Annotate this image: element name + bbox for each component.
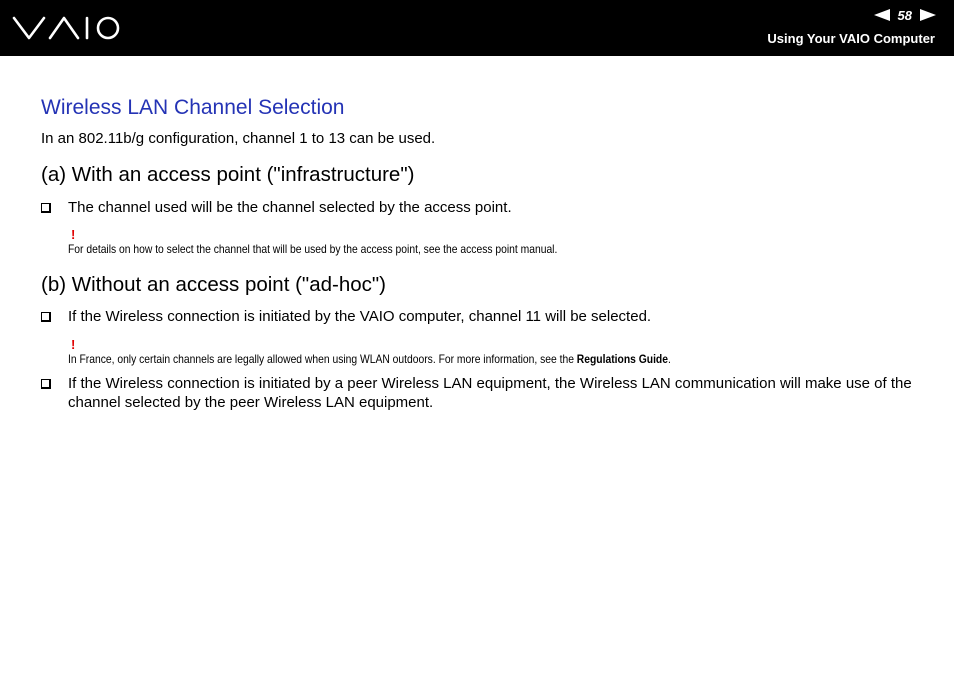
previous-page-icon[interactable] [874, 9, 890, 21]
page-title: Wireless LAN Channel Selection [41, 96, 345, 119]
note-infrastructure [68, 228, 928, 256]
checkbox-bullet-icon [41, 312, 51, 322]
vaio-logo [12, 14, 122, 42]
warning-mark-icon: ! [71, 337, 76, 352]
next-page-icon[interactable] [920, 9, 936, 21]
page-header [0, 0, 954, 56]
warning-mark-icon: ! [71, 227, 76, 242]
note-text-prefix: In France, only certain channels are legally allowed when using WLAN outdoors. For more information, see the [68, 352, 577, 366]
list-item [41, 198, 921, 217]
note-ad-hoc [68, 338, 928, 366]
regulations-guide-reference: Regulations Guide [576, 352, 668, 366]
list-item [41, 307, 921, 326]
note-text [68, 352, 808, 366]
note-text: For details on how to select the channel that will be used by the access point, see the access point manual. [68, 242, 558, 256]
checkbox-bullet-icon [41, 379, 51, 389]
heading-ad-hoc: (b) Without an access point ("ad-hoc") [41, 273, 386, 296]
page-number: 58 [897, 7, 912, 23]
note-text-suffix: . [667, 352, 671, 366]
section-label: Using Your VAIO Computer [767, 31, 935, 46]
intro-text: In an 802.11b/g configuration, channel 1 to 13 can be used. [41, 130, 436, 147]
checkbox-bullet-icon [41, 203, 51, 213]
list-item-text: If the Wireless connection is initiated by a peer Wireless LAN equipment, the Wireless LAN communication will make use of the channel selected by the peer Wireless LAN equipment. [68, 375, 912, 411]
heading-infrastructure: (a) With an access point ("infrastructure") [41, 163, 415, 186]
list-item [41, 374, 921, 412]
page-navigation [874, 7, 936, 23]
list-item-text: If the Wireless connection is initiated by the VAIO computer, channel 11 will be selected. [68, 308, 652, 325]
list-item-text: The channel used will be the channel selected by the access point. [68, 199, 512, 216]
